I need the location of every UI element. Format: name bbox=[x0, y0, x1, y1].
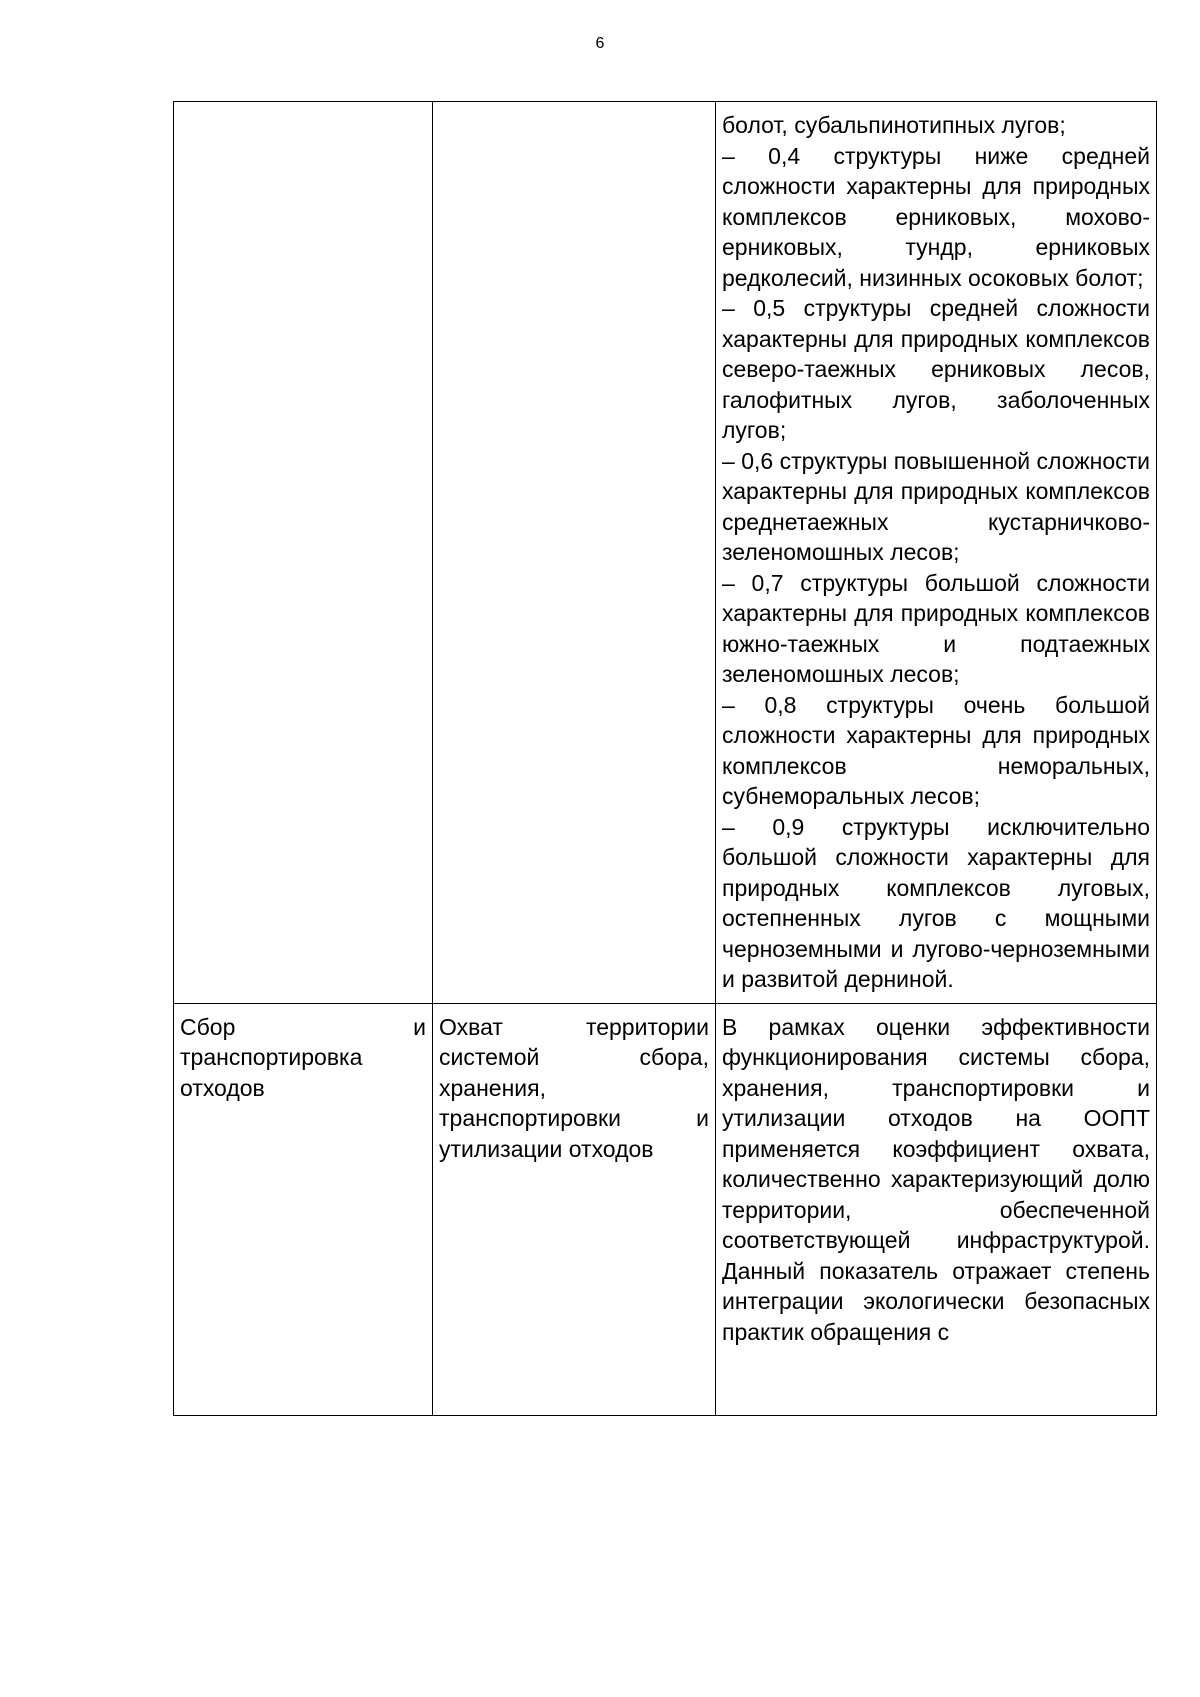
description-paragraph: – 0,6 структуры повышенной сложности характерны для природных комплексов среднетаежных кустарничково-зеленомошных лесов; bbox=[722, 447, 1150, 565]
table-cell-indicator: Охват территории системой сбора, хранения, транспортировки и утилизации отходов bbox=[433, 1003, 716, 1415]
table-row bbox=[174, 1003, 1157, 1415]
table-cell-indicator bbox=[433, 102, 716, 1004]
description-paragraph: – 0,4 структуры ниже средней сложности характерны для природных комплексов ерниковых, мохово-ерниковых, тундр, ерниковых редколесий, низинных осоковых болот; bbox=[722, 142, 1150, 291]
description-paragraph: – 0,8 структуры очень большой сложности характерны для природных комплексов неморальных, субнеморальных лесов; bbox=[722, 691, 1150, 809]
table-cell-description bbox=[716, 102, 1157, 1004]
table-cell-direction: Сбор и транспортировка отходов bbox=[174, 1003, 433, 1415]
description-paragraph: – 0,9 структуры исключительно большой сложности характерны для природных комплексов луговых, остепненных лугов с мощными черноземными и лугово-черноземными и развитой дерниной. bbox=[722, 813, 1150, 992]
table-cell-direction bbox=[174, 102, 433, 1004]
description-paragraph: болот, субальпинотипных лугов; bbox=[722, 112, 1066, 138]
description-paragraph: – 0,7 структуры большой сложности характерны для природных комплексов южно-таежных и подтаежных зеленомошных лесов; bbox=[722, 569, 1150, 687]
table-row bbox=[174, 102, 1157, 1004]
indicator-table bbox=[173, 101, 1157, 1416]
page-number: 6 bbox=[595, 35, 605, 52]
description-paragraph: – 0,5 структуры средней сложности характерны для природных комплексов северо-таежных ерниковых лесов, галофитных лугов, заболоченных лугов; bbox=[722, 295, 1150, 443]
table-cell-description: В рамках оценки эффективности функционирования системы сбора, хранения, транспортировки и утилизации отходов на ООПТ применяется коэффициент охвата, количественно характеризующий долю территории, обеспеченной соответствующей инфраструктурой. Данный показатель отражает степень интеграции экологически безопасных практик обращения с bbox=[716, 1003, 1157, 1415]
